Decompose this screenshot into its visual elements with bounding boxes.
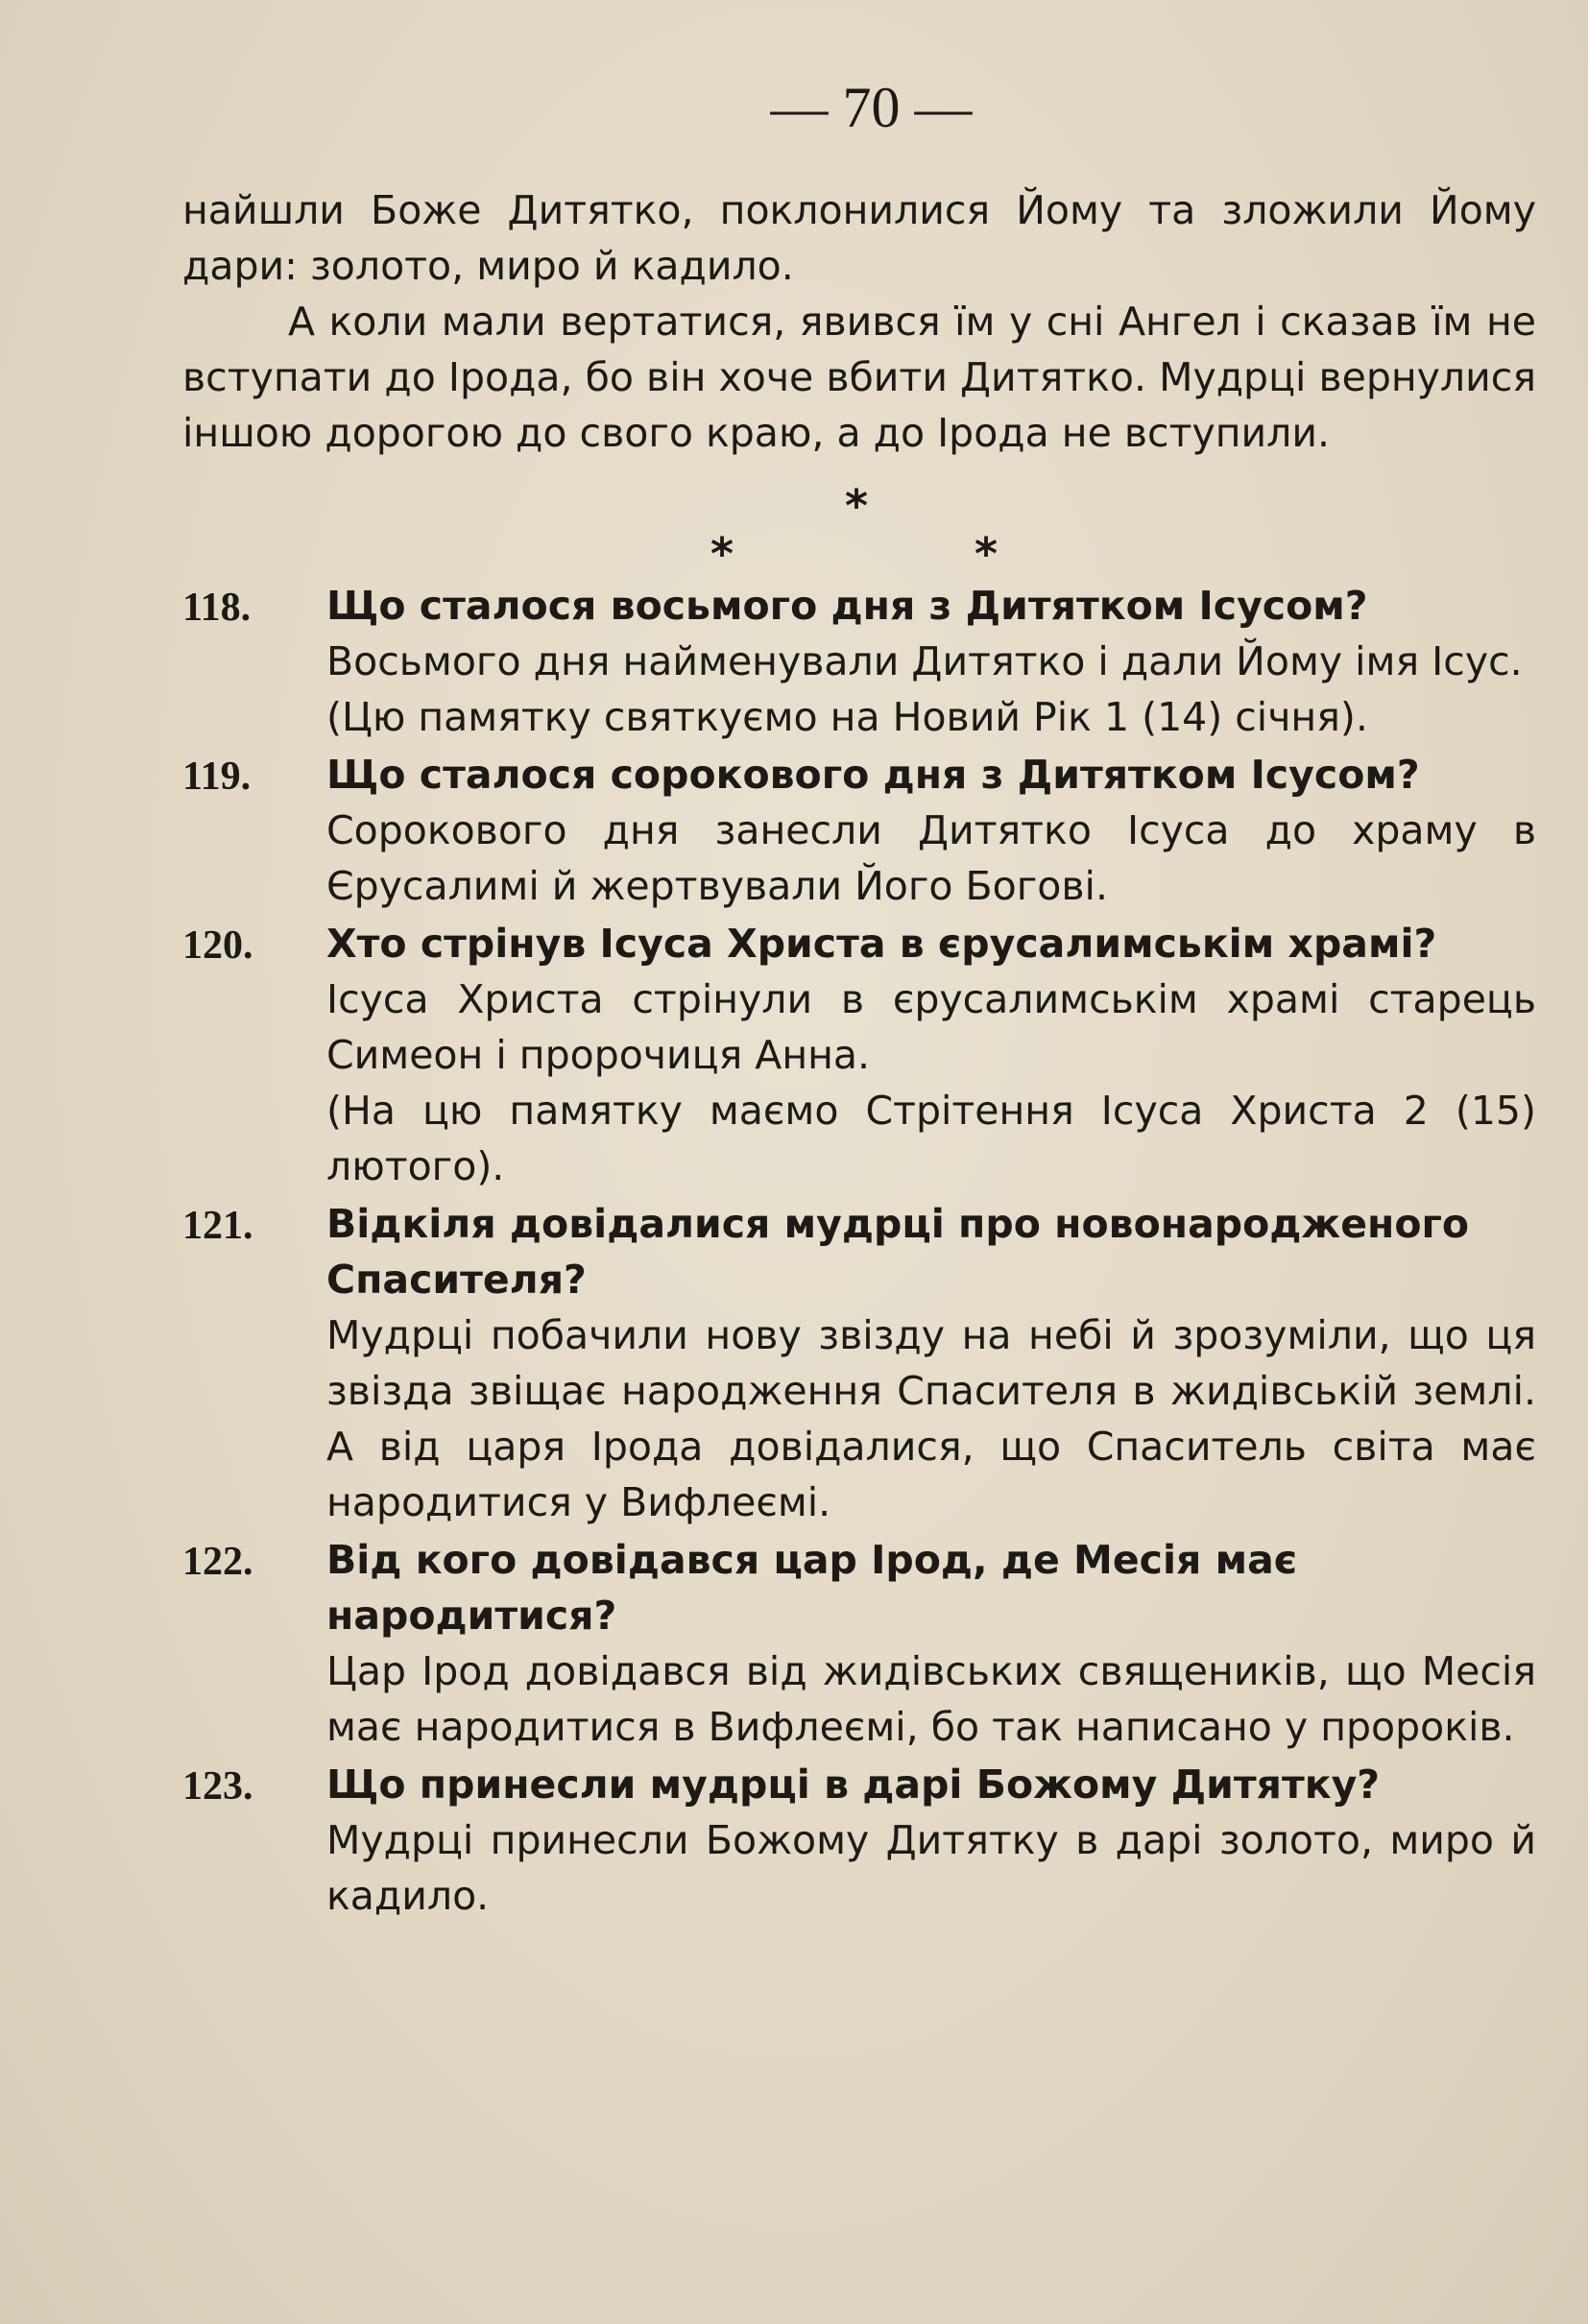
question-number: 123. xyxy=(182,1764,253,1809)
question-number: 119. xyxy=(182,755,252,799)
question-body xyxy=(326,1196,1536,1530)
question-body xyxy=(326,747,1536,914)
question-121 xyxy=(182,1196,1536,1530)
question-body xyxy=(326,1757,1536,1924)
answer-text: Ісуса Христа стрінули в єрусалимськім храмі старець Симеон і пророчиця Анна. xyxy=(326,976,1536,1078)
answer-text: Цар Ірод довідався від жидівських священиків, що Месія має народитися в Вифлеємі, бо так написано у пророків. xyxy=(326,1648,1536,1750)
question-text: Хто стрінув Ісуса Христа в єрусалимськім храмі? xyxy=(326,921,1437,967)
question-number: 121. xyxy=(182,1204,253,1248)
question-text: Що сталося сорокового дня з Дитятком Ісусом? xyxy=(326,752,1420,798)
question-text: Відкіля довідалися мудрці про новонародженого Спасителя? xyxy=(326,1201,1470,1303)
question-text: Від кого довідався цар Ірод, де Месія має народитися? xyxy=(326,1537,1298,1639)
question-body xyxy=(326,578,1536,745)
question-120 xyxy=(182,916,1536,1194)
question-122 xyxy=(182,1532,1536,1755)
question-number: 120. xyxy=(182,923,253,968)
question-123 xyxy=(182,1757,1536,1924)
answer-note: (Цю памятку святкуємо на Новий Рік 1 (14) січня). xyxy=(326,694,1368,740)
answer-note: (На цю памятку маємо Стрітення Ісуса Христа 2 (15) лютого). xyxy=(326,1088,1536,1189)
separator-star: * xyxy=(845,480,869,532)
question-number: 118. xyxy=(182,586,252,630)
intro-paragraph-continued: найшли Боже Дитятко, поклонилися Йому та зложили Йому дари: золото, миро й кадило. xyxy=(182,187,1536,289)
question-number: 122. xyxy=(182,1540,253,1584)
intro-paragraph: А коли мали вертатися, явився їм у сні Ангел і сказав їм не вступати до Ірода, бо він хоче вбити Дитятко. Мудрці вернулися іншою дорогою до свого краю, а до Ірода не вступили. xyxy=(182,299,1536,456)
separator-star: * xyxy=(974,528,999,580)
page-content xyxy=(182,182,1536,1924)
answer-text: Мудрці принесли Божому Дитятку в дарі золото, миро й кадило. xyxy=(326,1817,1536,1919)
answer-text: Восьмого дня найменували Дитятко і дали Йому імя Ісус. xyxy=(326,638,1523,684)
question-118 xyxy=(182,578,1536,745)
page-number: — 70 — xyxy=(770,76,973,139)
question-body xyxy=(326,1532,1536,1755)
answer-text: Сорокового дня занесли Дитятко Ісуса до храму в Єрусалимі й жертвували Його Богові. xyxy=(326,807,1536,909)
question-text: Що принесли мудрці в дарі Божому Дитятку? xyxy=(326,1761,1381,1808)
answer-text: Мудрці побачили нову звізду на небі й зрозуміли, що ця звізда звіщає народження Спасителя в жидівській землі. А від царя Ірода довідалися, що Спаситель світа має народитися у Вифлеємі. xyxy=(326,1312,1536,1525)
question-body xyxy=(326,916,1536,1194)
question-text: Що сталося восьмого дня з Дитятком Ісусом? xyxy=(326,583,1368,629)
separator-star: * xyxy=(710,528,734,580)
question-119 xyxy=(182,747,1536,914)
section-separator xyxy=(182,470,1536,580)
